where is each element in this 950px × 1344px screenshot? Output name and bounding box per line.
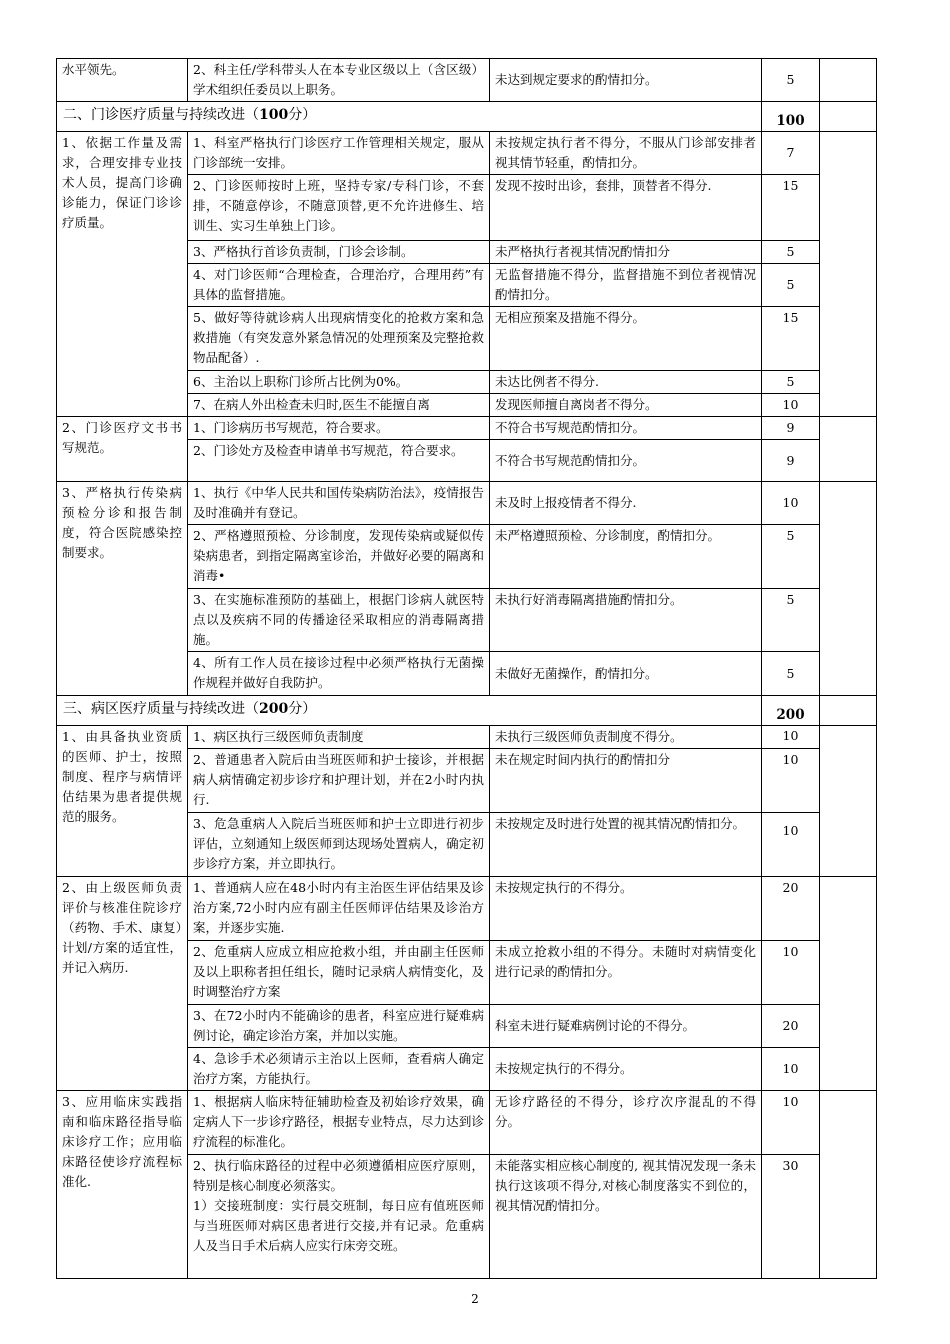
item-cell: 1、执行《中华人民共和国传染病防治法》，疫情报告及时准确并有登记。 bbox=[188, 482, 490, 525]
section-header-row bbox=[57, 102, 877, 132]
requirement-cell: 3、严格执行传染病预检分诊和报告制度，符合医院感染控制要求。 bbox=[57, 482, 188, 696]
item-cell: 1、病区执行三级医师负责制度 bbox=[188, 726, 490, 749]
score-cell: 9 bbox=[762, 417, 820, 440]
score-cell: 5 bbox=[762, 589, 820, 652]
page-number: 2 bbox=[471, 1292, 479, 1306]
rule-cell: 无相应预案及措施不得分。 bbox=[490, 307, 762, 371]
rule-cell: 无诊疗路径的不得分，诊疗次序混乱的不得分。 bbox=[490, 1091, 762, 1155]
blank-cell bbox=[820, 1091, 877, 1279]
section-total: 200 bbox=[762, 696, 820, 726]
item-cell: 3、在实施标准预防的基础上，根据门诊病人就医特点以及疾病不同的传播途径采取相应的消毒隔离措施。 bbox=[188, 589, 490, 652]
item-cell: 6、主治以上职称门诊所占比例为0%。 bbox=[188, 371, 490, 394]
rule-cell: 未按规定执行的不得分。 bbox=[490, 1048, 762, 1091]
item-cell: 1、科室严格执行门诊医疗工作管理相关规定，服从门诊部统一安排。 bbox=[188, 132, 490, 175]
item-cell: 2、危重病人应成立相应抢救小组，并由副主任医师及以上职称者担任组长，随时记录病人病情变化，及时调整治疗方案 bbox=[188, 941, 490, 1005]
score-cell: 5 bbox=[762, 59, 820, 102]
rule-cell: 未在规定时间内执行的酌情扣分 bbox=[490, 749, 762, 813]
score-cell: 5 bbox=[762, 525, 820, 589]
requirement-cell: 水平领先。 bbox=[57, 59, 188, 102]
score-cell: 20 bbox=[762, 877, 820, 941]
requirement-cell: 1、依据工作量及需求，合理安排专业技术人员，提高门诊确诊能力，保证门诊诊疗质量。 bbox=[57, 132, 188, 417]
rule-cell: 未按规定执行的不得分。 bbox=[490, 877, 762, 941]
rule-cell: 无监督措施不得分，监督措施不到位者视情况酌情扣分。 bbox=[490, 264, 762, 307]
blank-cell bbox=[820, 59, 877, 102]
score-cell: 10 bbox=[762, 726, 820, 749]
item-cell: 7、在病人外出检查未归时,医生不能擅自离 bbox=[188, 394, 490, 417]
item-cell: 3、危急重病人入院后当班医师和护士立即进行初步评估，立刻通知上级医师到达现场处置病人，确定初步诊疗方案，并立即执行。 bbox=[188, 813, 490, 877]
rule-cell: 科室未进行疑难病例讨论的不得分。 bbox=[490, 1005, 762, 1048]
rule-cell: 未按规定及时进行处置的视其情况酌情扣分。 bbox=[490, 813, 762, 877]
table-row bbox=[57, 482, 877, 525]
rule-cell: 未严格遵照预检、分诊制度，酌情扣分。 bbox=[490, 525, 762, 589]
rule-cell: 未达比例者不得分. bbox=[490, 371, 762, 394]
item-cell bbox=[188, 1155, 490, 1279]
item-cell: 2、严格遵照预检、分诊制度，发现传染病或疑似传染病患者，到指定隔离室诊治，并做好必要的隔离和消毒• bbox=[188, 525, 490, 589]
blank-cell bbox=[820, 877, 877, 1091]
section-header-row bbox=[57, 696, 877, 726]
table-row bbox=[57, 132, 877, 175]
score-cell: 5 bbox=[762, 652, 820, 696]
item-cell: 1、根据病人临床特征辅助检查及初始诊疗效果，确定病人下一步诊疗路径，根据专业特点，尽力达到诊疗流程的标准化。 bbox=[188, 1091, 490, 1155]
score-cell: 15 bbox=[762, 307, 820, 371]
score-cell: 7 bbox=[762, 132, 820, 175]
table-row bbox=[57, 1091, 877, 1155]
item-cell: 4、对门诊医师“合理检查，合理治疗，合理用药”有具体的监督措施。 bbox=[188, 264, 490, 307]
item-cell: 2、门诊医师按时上班，坚持专家/专科门诊，不套排，不随意停诊，不随意顶替,更不允许进修生、培训生、实习生单独上门诊。 bbox=[188, 175, 490, 241]
blank-cell bbox=[820, 102, 877, 132]
item-cell: 1、门诊病历书写规范，符合要求。 bbox=[188, 417, 490, 440]
item-cell: 4、所有工作人员在接诊过程中必须严格执行无菌操作规程并做好自我防护。 bbox=[188, 652, 490, 696]
item-cell: 2、门诊处方及检查申请单书写规范，符合要求。 bbox=[188, 440, 490, 482]
assessment-table bbox=[56, 58, 877, 1279]
item-cell: 1、普通病人应在48小时内有主治医生评估结果及诊治方案,72小时内应有副主任医师评估结果及诊治方案，并逐步实施. bbox=[188, 877, 490, 941]
rule-cell: 不符合书写规范酌情扣分。 bbox=[490, 417, 762, 440]
rule-cell: 发现医师擅自离岗者不得分。 bbox=[490, 394, 762, 417]
score-cell: 10 bbox=[762, 1091, 820, 1155]
rule-cell: 发现不按时出诊，套排，顶替者不得分. bbox=[490, 175, 762, 241]
section-total: 100 bbox=[762, 102, 820, 132]
blank-cell bbox=[820, 482, 877, 696]
item-cell: 3、在72小时内不能确诊的患者，科室应进行疑难病例讨论，确定诊治方案，并加以实施。 bbox=[188, 1005, 490, 1048]
score-cell: 10 bbox=[762, 813, 820, 877]
blank-cell bbox=[820, 417, 877, 482]
rule-cell: 未及时上报疫情者不得分. bbox=[490, 482, 762, 525]
item-cell: 2、普通患者入院后由当班医师和护士接诊，并根据病人病情确定初步诊疗和护理计划，并在2小时内执行. bbox=[188, 749, 490, 813]
score-cell: 10 bbox=[762, 749, 820, 813]
item-cell: 2、科主任/学科带头人在本专业区级以上（含区级）学术组织任委员以上职务。 bbox=[188, 59, 490, 102]
rule-cell: 未执行好消毒隔离措施酌情扣分。 bbox=[490, 589, 762, 652]
requirement-cell: 2、由上级医师负责评价与核准住院诊疗（药物、手术、康复）计划/方案的适宜性，并记入病历. bbox=[57, 877, 188, 1091]
rule-cell: 未执行三级医师负责制度不得分。 bbox=[490, 726, 762, 749]
table-row bbox=[57, 726, 877, 749]
score-cell: 10 bbox=[762, 941, 820, 1005]
section-title: 二、门诊医疗质量与持续改进（100分） bbox=[57, 102, 762, 132]
score-cell: 30 bbox=[762, 1155, 820, 1279]
score-cell: 5 bbox=[762, 371, 820, 394]
score-cell: 15 bbox=[762, 175, 820, 241]
item-text: 2、执行临床路径的过程中必须遵循相应医疗原则，特别是核心制度必须落实。 bbox=[193, 1158, 484, 1193]
item-cell: 3、严格执行首诊负责制，门诊会诊制。 bbox=[188, 241, 490, 264]
score-cell: 10 bbox=[762, 482, 820, 525]
blank-cell bbox=[820, 696, 877, 726]
rule-cell: 未做好无菌操作，酌情扣分。 bbox=[490, 652, 762, 696]
score-cell: 9 bbox=[762, 440, 820, 482]
requirement-cell: 2、门诊医疗文书书写规范。 bbox=[57, 417, 188, 482]
table-row bbox=[57, 877, 877, 941]
rule-cell: 不符合书写规范酌情扣分。 bbox=[490, 440, 762, 482]
item-cell: 5、做好等待就诊病人出现病情变化的抢救方案和急救措施（有突发意外紧急情况的处理预案及完整抢救物品配备）. bbox=[188, 307, 490, 371]
score-cell: 5 bbox=[762, 264, 820, 307]
table-row bbox=[57, 59, 877, 102]
requirement-cell: 3、应用临床实践指南和临床路径指导临床诊疗工作；应用临床路径使诊疗流程标准化. bbox=[57, 1091, 188, 1279]
score-cell: 10 bbox=[762, 394, 820, 417]
section-title: 三、病区医疗质量与持续改进（200分） bbox=[57, 696, 762, 726]
score-cell: 10 bbox=[762, 1048, 820, 1091]
table-row bbox=[57, 417, 877, 440]
score-cell: 20 bbox=[762, 1005, 820, 1048]
rule-cell: 未成立抢救小组的不得分。未随时对病情变化进行记录的酌情扣分。 bbox=[490, 941, 762, 1005]
blank-cell bbox=[820, 726, 877, 877]
rule-cell: 未严格执行者视其情况酌情扣分 bbox=[490, 241, 762, 264]
rule-cell: 未能落实相应核心制度的, 视其情况发现一条未执行这该项不得分,对核心制度落实不到位的，视其情况酌情扣分。 bbox=[490, 1155, 762, 1279]
item-subtext: 1）交接班制度：实行晨交班制，每日应有值班医师与当班医师对病区患者进行交接,并有记录。危重病人及当日手术后病人应实行床旁交班。 bbox=[193, 1198, 484, 1253]
rule-cell: 未按规定执行者不得分，不服从门诊部安排者视其情节轻重，酌情扣分。 bbox=[490, 132, 762, 175]
requirement-cell: 1、由具备执业资质的医师、护士，按照制度、程序与病情评估结果为患者提供规范的服务。 bbox=[57, 726, 188, 877]
blank-cell bbox=[820, 132, 877, 417]
rule-cell: 未达到规定要求的酌情扣分。 bbox=[490, 59, 762, 102]
score-cell: 5 bbox=[762, 241, 820, 264]
item-cell: 4、急诊手术必须请示主治以上医师，查看病人确定治疗方案，方能执行。 bbox=[188, 1048, 490, 1091]
